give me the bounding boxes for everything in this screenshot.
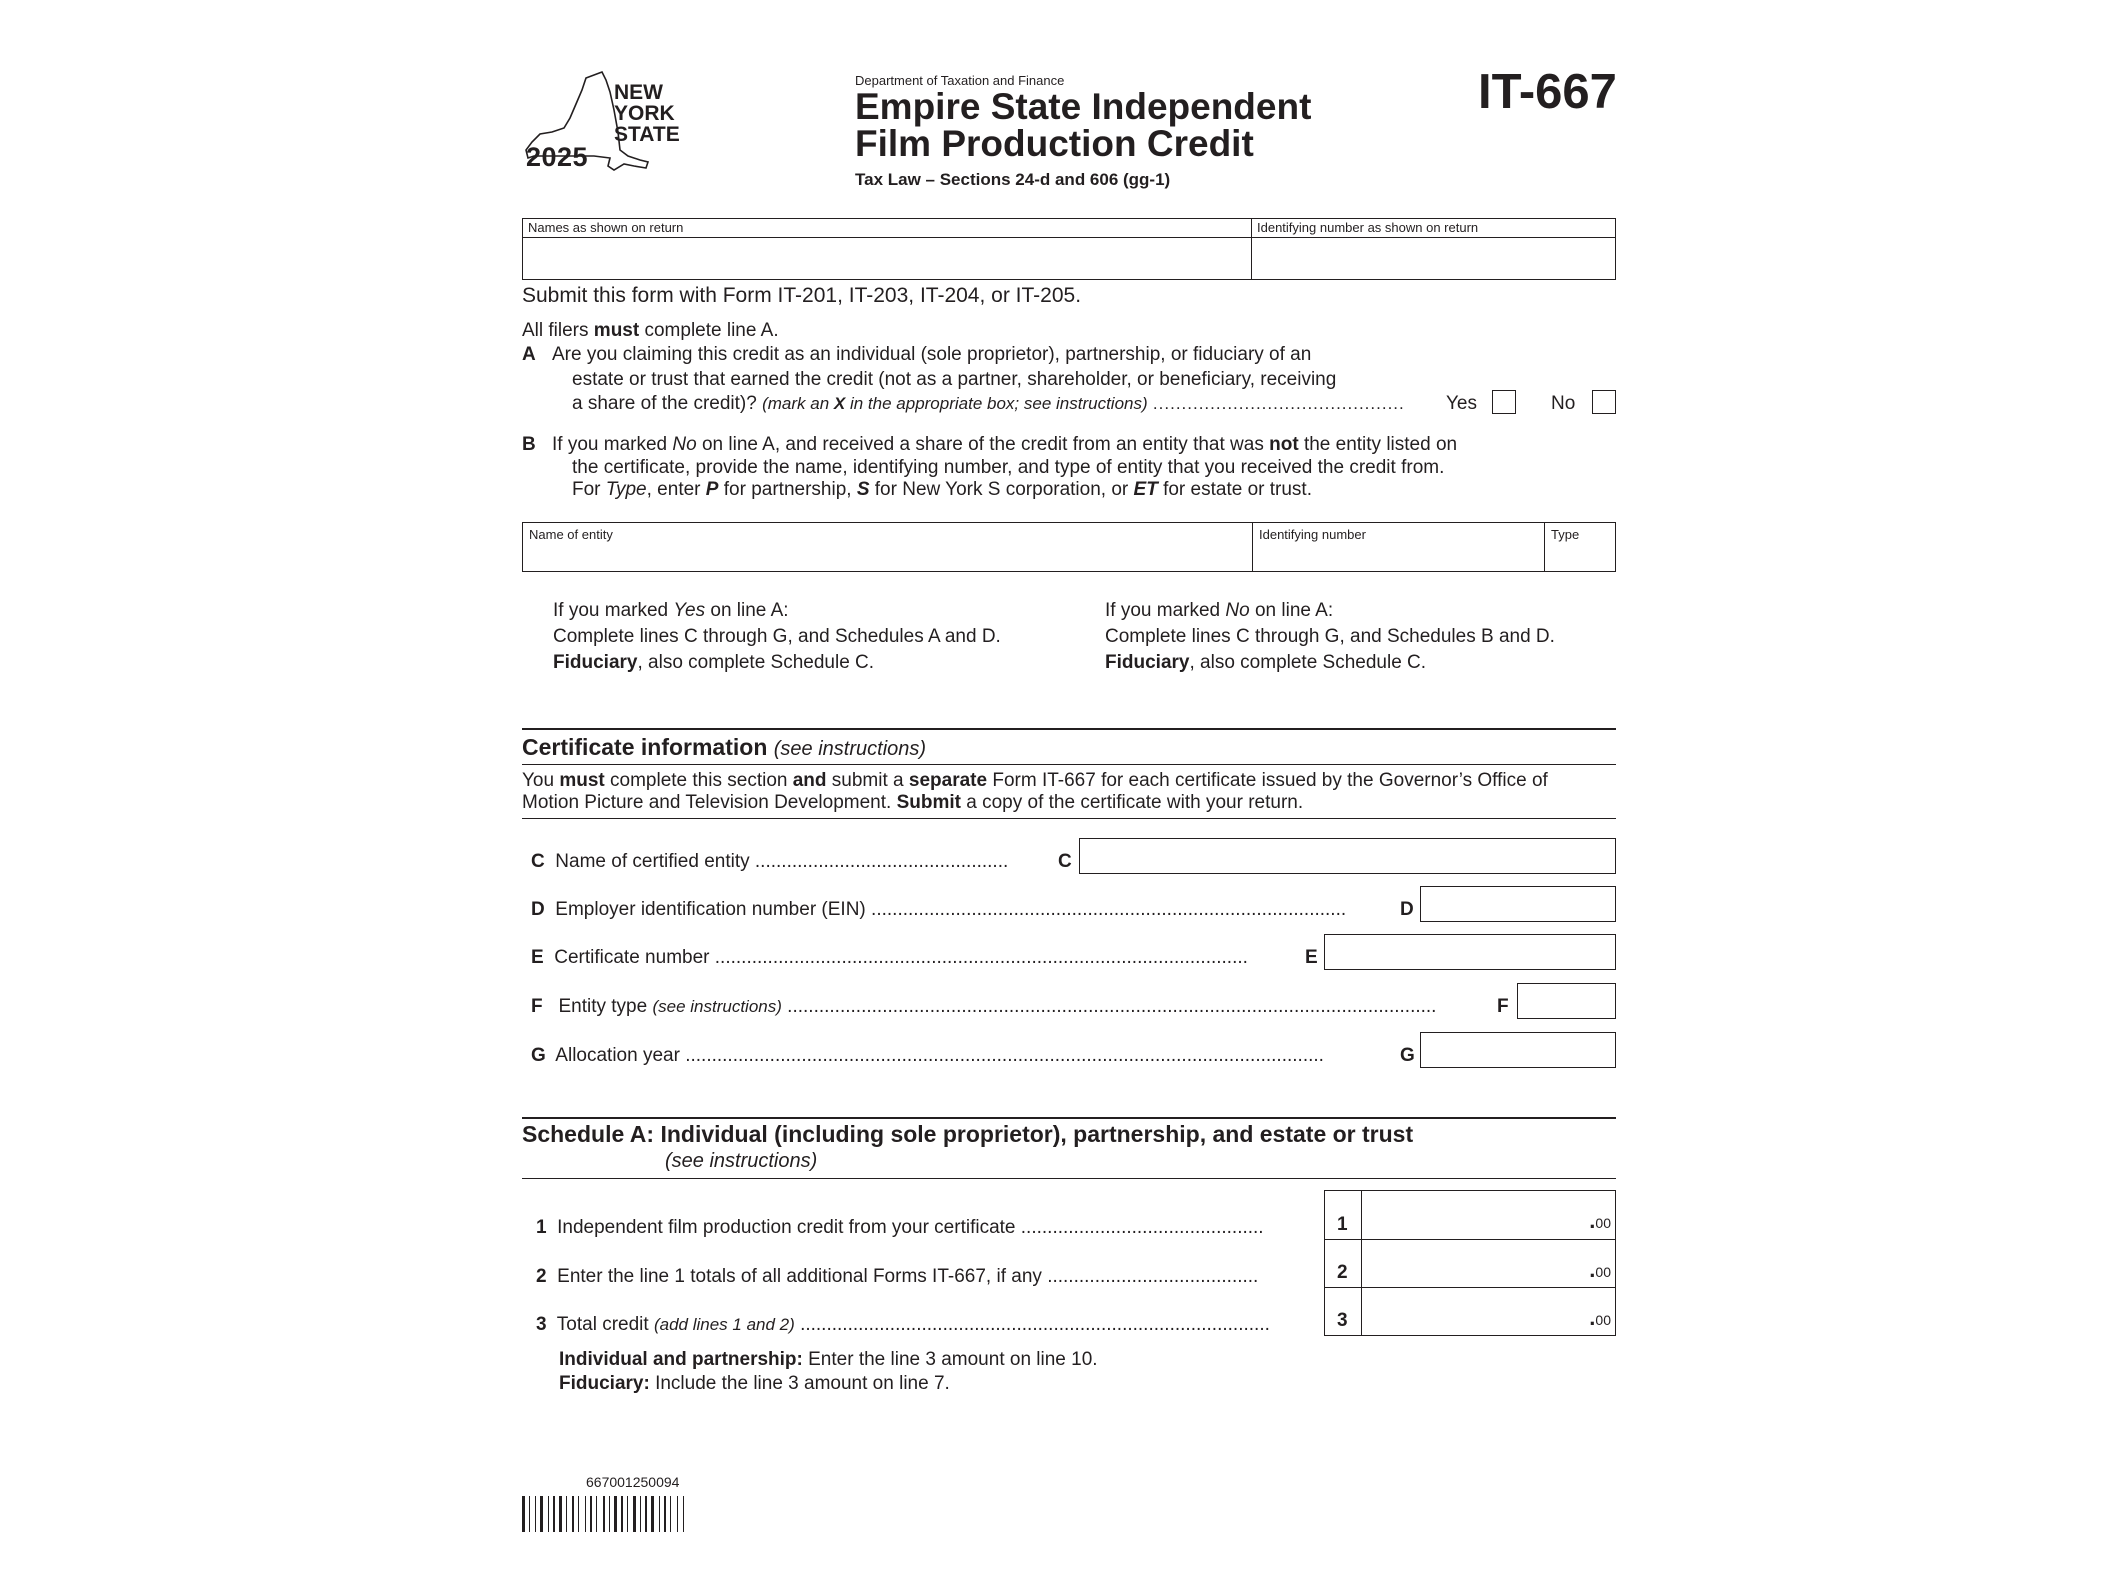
line-a [522, 343, 536, 367]
entity-type-code-input[interactable] [1517, 983, 1616, 1019]
line-3-amount-input[interactable] [1363, 1288, 1615, 1335]
identifying-number-label: Identifying number as shown on return [1257, 220, 1479, 235]
line-2-box-number: 2 [1337, 1262, 1348, 1283]
line-2-cents: .00 [1589, 1257, 1611, 1282]
line-1-amount-input[interactable] [1363, 1191, 1615, 1238]
entity-id-label: Identifying number [1259, 527, 1366, 542]
certified-entity-name-input[interactable] [1079, 838, 1616, 874]
section-rule [522, 818, 1616, 819]
form-title-line2: Film Production Credit [855, 123, 1254, 164]
line-d: D Employer identification number (EIN) .......................................................................................... [531, 899, 1347, 920]
allocation-year-input[interactable] [1420, 1032, 1616, 1068]
line-3-box-number: 3 [1337, 1310, 1348, 1331]
barcode-number: 667001250094 [586, 1474, 680, 1490]
line-2-amount-input[interactable] [1363, 1240, 1615, 1287]
line-a-text1: Are you claiming this credit as an individual (sole proprietor), partnership, or fiduciary of an [552, 344, 1312, 365]
all-filers-note: All filers must complete line A. [522, 320, 779, 341]
line-1-box-number: 1 [1337, 1214, 1348, 1235]
form-title-line1: Empire State Independent [855, 86, 1312, 127]
entity-type-input[interactable] [1549, 545, 1613, 569]
entity-id-input[interactable] [1257, 545, 1539, 569]
line-a-text3: a share of the credit)? (mark an X in the appropriate box; see instructions) ............................................ [572, 393, 1405, 414]
yes-checkbox[interactable] [1492, 390, 1516, 414]
section-rule [522, 728, 1616, 730]
line-c: C Name of certified entity ................................................ [531, 851, 1009, 872]
logo-year: 2025 [526, 142, 589, 172]
line-b-letter: B [522, 434, 536, 455]
name-of-entity-input[interactable] [527, 545, 1247, 569]
logo-word-state: STATE [614, 123, 680, 146]
schedule-a-line-2: 2 Enter the line 1 totals of all additional Forms IT-667, if any ........................................ [536, 1266, 1259, 1287]
logo-word-york: YORK [614, 102, 675, 125]
schedule-a-note: (see instructions) [665, 1150, 818, 1172]
submit-instruction: Submit this form with Form IT-201, IT-203, IT-204, or IT-205. [522, 284, 1082, 307]
section-rule [522, 1178, 1616, 1179]
names-label: Names as shown on return [528, 220, 684, 235]
entity-type-label: Type [1551, 527, 1580, 542]
line-f-box-letter: F [1497, 996, 1509, 1017]
line-d-box-letter: D [1400, 899, 1414, 920]
line-e-box-letter: E [1305, 947, 1318, 968]
line-b-text2: the certificate, provide the name, identifying number, and type of entity that you received the credit from. [572, 457, 1445, 478]
taxpayer-identification-box [522, 218, 1616, 280]
department-name: Department of Taxation and Finance [855, 73, 1065, 88]
line-b-text3: For Type, enter P for partnership, S for New York S corporation, or ET for estate or trust. [572, 479, 1312, 500]
yes-label: Yes [1446, 393, 1477, 414]
line-f: F Entity type (see instructions) ........................................................................................................................... [531, 996, 1437, 1017]
line-e: E Certificate number ..................................................................................................... [531, 947, 1248, 968]
line-g-box-letter: G [1400, 1045, 1415, 1066]
certificate-heading: Certificate information (see instructions) [522, 734, 927, 760]
schedule-a-note-individual: Individual and partnership: Enter the line 3 amount on line 10. [559, 1349, 1098, 1370]
certificate-number-input[interactable] [1324, 934, 1616, 970]
line-c-box-letter: C [1058, 851, 1072, 872]
schedule-a-line-3: 3 Total credit (add lines 1 and 2) ......................................................................................... [536, 1314, 1270, 1335]
section-rule [522, 1117, 1616, 1119]
entity-box [522, 522, 1616, 572]
tax-law-reference: Tax Law – Sections 24-d and 606 (gg-1) [855, 170, 1171, 189]
logo-word-new: NEW [614, 81, 663, 104]
no-checkbox[interactable] [1592, 390, 1616, 414]
instructions-if-no: If you marked No on line A: Complete lines C through G, and Schedules B and D. Fiduciary, also complete Schedule C. [1105, 600, 1555, 673]
schedule-a-amount-grid [1324, 1190, 1616, 1336]
section-rule [522, 764, 1616, 765]
form-number: IT-667 [1478, 65, 1617, 119]
form-title [855, 88, 1311, 162]
line-b-text1: If you marked No on line A, and received a share of the credit from an entity that was not the entity listed on [552, 434, 1458, 455]
schedule-a-note-fiduciary: Fiduciary: Include the line 3 amount on line 7. [559, 1373, 950, 1394]
certificate-instructions: You must complete this section and submit a separate Form IT-667 for each certificate issued by the Governor’s Office of Motion Picture and Television Development. Submit a copy of the certificate with your return. [522, 770, 1548, 813]
line-3-cents: .00 [1589, 1305, 1611, 1330]
instructions-if-yes: If you marked Yes on line A: Complete lines C through G, and Schedules A and D. Fiduciary, also complete Schedule C. [553, 600, 1001, 673]
barcode-icon [522, 1496, 762, 1532]
line-a-letter: A [522, 344, 536, 365]
identifying-number-input[interactable] [1257, 243, 1609, 277]
line-a-text2: estate or trust that earned the credit (not as a partner, shareholder, or beneficiary, receiving [572, 369, 1337, 390]
schedule-a-line-1: 1 Independent film production credit from your certificate .............................................. [536, 1217, 1264, 1238]
line-1-cents: .00 [1589, 1208, 1611, 1233]
no-label: No [1551, 393, 1576, 414]
schedule-a-heading: Schedule A: Individual (including sole proprietor), partnership, and estate or trust [522, 1121, 1414, 1147]
names-input[interactable] [529, 243, 1245, 277]
line-g: G Allocation year ......................................................................................................................... [531, 1045, 1324, 1066]
name-of-entity-label: Name of entity [529, 527, 613, 542]
ein-input[interactable] [1420, 886, 1616, 922]
